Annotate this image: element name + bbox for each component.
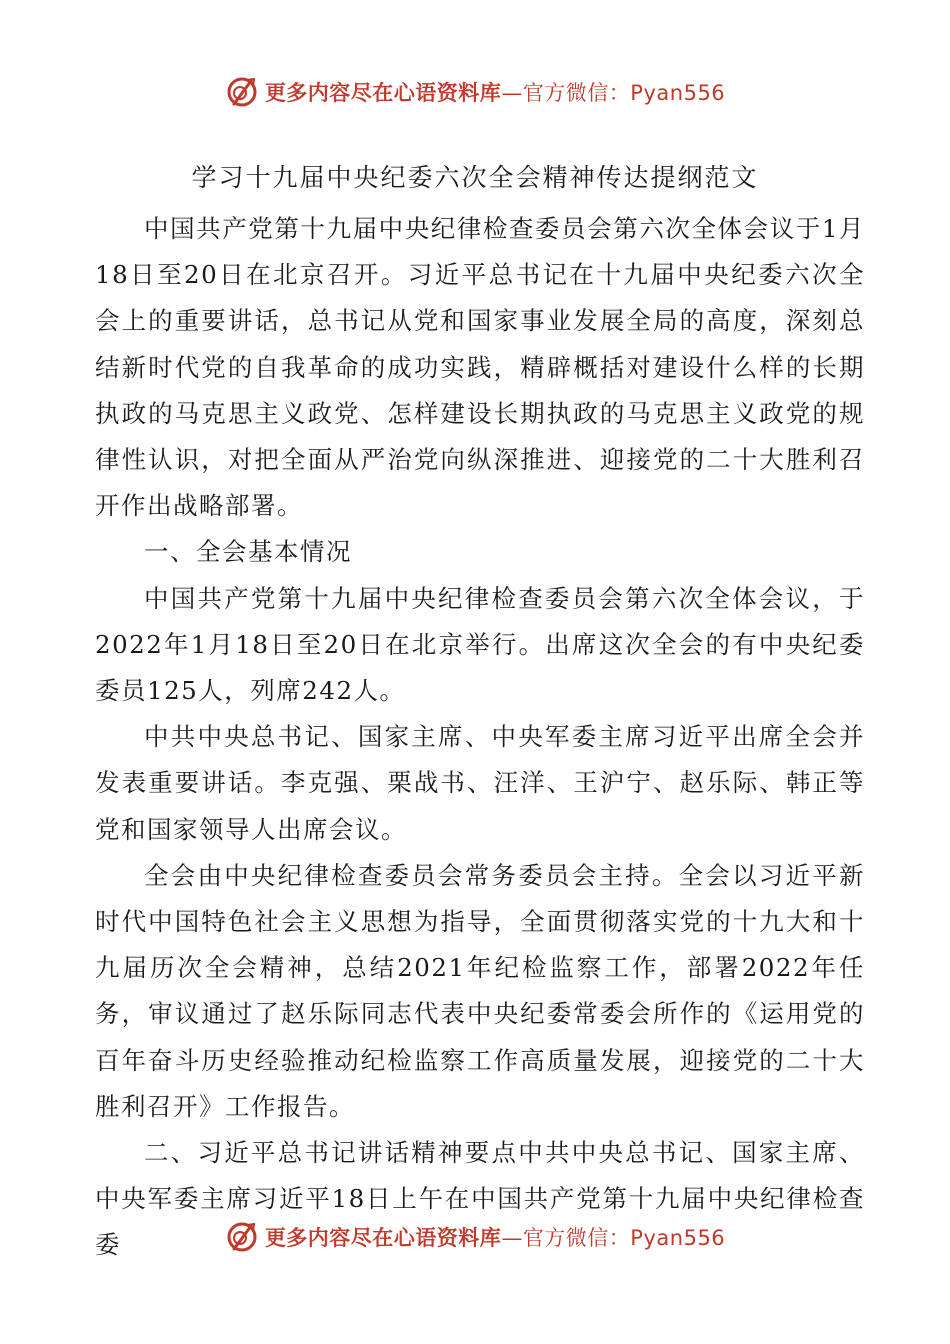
footer-banner [0, 1217, 950, 1257]
document-title: 学习十九届中央纪委六次全会精神传达提纲范文 [191, 163, 759, 192]
paragraph: 全会由中央纪律检查委员会常务委员会主持。全会以习近平新时代中国特色社会主义思想为指导，全面贯彻落实党的十九大和十九届历次全会精神，总结2021年纪检监察工作，部署2022年任务，审议通过了赵乐际同志代表中央纪委常委会所作的《运用党的百年奋斗历史经验推动纪检监察工作高质量发展，迎接党的二十大胜利召开》工作报告。 [95, 860, 865, 1121]
header-wechat: 官方微信：Pyan556 [522, 81, 726, 105]
header-banner [0, 72, 950, 112]
pen-logo-icon [225, 75, 259, 109]
paragraph-intro: 中国共产党第十九届中央纪律检查委员会第六次全体会议于1月18日至20日在北京召开。习近平总书记在十九届中央纪委六次全会上的重要讲话，总书记从党和国家事业发展全局的高度，深刻总结新时代党的自我革命的成功实践，精辟概括对建设什么样的长期执政的马克思主义政党、怎样建设长期执政的马克思主义政党的规律性认识，对把全面从严治党向纵深推进、迎接党的二十大胜利召开作出战略部署。 [95, 214, 865, 521]
paragraph: 中共中央总书记、国家主席、中央军委主席习近平出席全会并发表重要讲话。李克强、栗战书、汪洋、王沪宁、赵乐际、韩正等党和国家领导人出席会议。 [95, 722, 865, 844]
section-heading-2: 二、习近平总书记讲话精神要点中共中央总书记、国家主席、中央军委主席习近平18日上午在中国共产党第十九届中央纪律检查委 [95, 1138, 865, 1260]
document-body [95, 206, 865, 1269]
paragraph: 中国共产党第十九届中央纪律检查委员会第六次全体会议，于2022年1月18日至20日在北京举行。出席这次全会的有中央纪委委员125人，列席242人。 [95, 583, 865, 706]
footer-wechat: 官方微信：Pyan556 [522, 1226, 726, 1250]
pen-logo-icon [225, 1220, 259, 1254]
footer-separator: — [501, 1226, 523, 1250]
footer-banner-text [265, 1222, 725, 1252]
footer-banner-label: 更多内容尽在心语资料库 [264, 1226, 502, 1250]
header-banner-text [265, 77, 725, 107]
section-heading-1: 一、全会基本情况 [144, 537, 352, 567]
header-banner-label: 更多内容尽在心语资料库 [264, 81, 502, 105]
header-separator: — [501, 81, 523, 105]
